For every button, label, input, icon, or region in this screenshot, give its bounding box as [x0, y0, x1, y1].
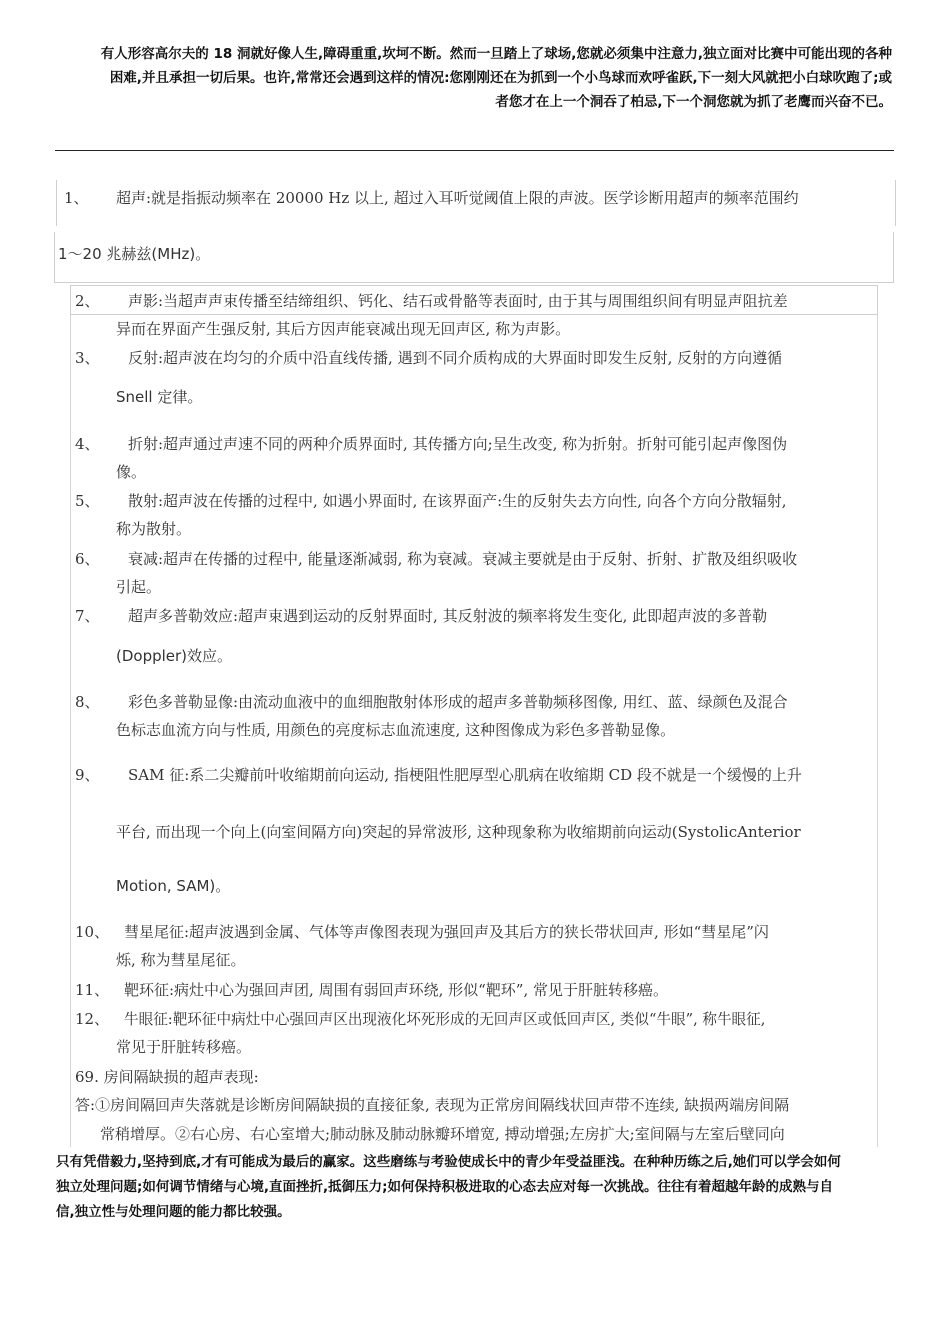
footer-line-1: 只有凭借毅力,坚持到底,才有可能成为最后的赢家。这些磨练与考验使成长中的青少年受益匪浅。在种种历练之后,她们可以学会如何	[56, 1154, 841, 1170]
item-text-line: 异而在界面产生强反射, 其后方因声能衰减出现无回声区, 称为声影。	[116, 320, 571, 338]
footer-paragraph	[56, 1150, 892, 1225]
item-text-line: 靶环征:病灶中心为强回声团, 周围有弱回声环绕, 形似“靶环”, 常见于肝脏转移癌。	[124, 981, 669, 999]
item-text-line: SAM 征:系二尖瓣前叶收缩期前向运动, 指梗阻性肥厚型心肌病在收缩期 CD 段不就是一个缓慢的上升	[128, 766, 802, 784]
item-text-line: 像。	[116, 463, 147, 481]
header-divider	[55, 150, 894, 151]
item-number: 1、	[64, 189, 89, 207]
item-text-line: Snell 定律。	[116, 388, 203, 406]
item-text-line: 彗星尾征:超声波遇到金属、气体等声像图表现为强回声及其后方的狭长带状回声, 形如“彗星尾”闪	[124, 923, 769, 941]
item-text-line: 牛眼征:靶环征中病灶中心强回声区出现液化坏死形成的无回声区或低回声区, 类似“牛眼”, 称牛眼征,	[124, 1011, 766, 1028]
item-text-line: 称为散射。	[116, 520, 192, 538]
item-number: 12、	[75, 1010, 110, 1028]
item-number: 3、	[75, 349, 100, 367]
item-text-line: 散射:超声波在传播的过程中, 如遇小界面时, 在该界面产:生的反射失去方向性, 向各个方向分散辐射,	[128, 492, 787, 510]
item-number: 9、	[75, 766, 100, 784]
item-number: 7、	[75, 607, 100, 625]
item-text-line: 色标志血流方向与性质, 用颜色的亮度标志血流速度, 这种图像成为彩色多普勒显像。	[116, 721, 676, 739]
header-line-1: 有人形容高尔夫的 18 洞就好像人生,障碍重重,坎坷不断。然而一旦踏上了球场,您就必须集中注意力,独立面对比赛中可能出现的各种	[100, 46, 892, 62]
item-text-line: 超声:就是指振动频率在 20000 Hz 以上, 超过入耳听觉阈值上限的声波。医学诊断用超声的频率范围约	[116, 189, 799, 207]
item-number: 2、	[75, 292, 100, 310]
item-text-line: 平台, 而出现一个向上(向室间隔方向)突起的异常波形, 这种现象称为收缩期前向运动(SystolicAnterior	[116, 823, 801, 841]
item-text-line: 1～20 兆赫兹(MHz)。	[58, 245, 211, 263]
item-text-line: 折射:超声通过声速不同的两种介质界面时, 其传播方向;呈生改变, 称为折射。折射可能引起声像图伪	[128, 435, 788, 453]
answer-line: 答:①房间隔回声失落就是诊断房间隔缺损的直接征象, 表现为正常房间隔线状回声带不连续, 缺损两端房间隔	[75, 1096, 790, 1114]
item-number: 8、	[75, 693, 100, 711]
header-line-3: 者您才在上一个洞吞了柏忌,下一个洞您就为抓了老鹰而兴奋不已。	[495, 94, 892, 110]
footer-line-3: 信,独立性与处理问题的能力都比较强。	[56, 1204, 291, 1220]
item-text-line: 常见于肝脏转移癌。	[116, 1038, 252, 1056]
item-text-line: 声影:当超声声束传播至结缔组织、钙化、结石或骨骼等表面时, 由于其与周围组织间有明显声阻抗差	[128, 292, 788, 310]
item-text-line: Motion, SAM)。	[116, 877, 231, 895]
question-title: 69. 房间隔缺损的超声表现:	[75, 1068, 259, 1086]
item-number: 11、	[75, 981, 110, 999]
item-number: 6、	[75, 550, 100, 568]
item-number: 5、	[75, 492, 100, 510]
item-text-line: 超声多普勒效应:超声束遇到运动的反射界面时, 其反射波的频率将发生变化, 此即超声波的多普勒	[128, 607, 768, 625]
item-text-line: 引起。	[116, 578, 162, 596]
answer-line: 常稍增厚。②右心房、右心室增大;肺动脉及肺动脉瓣环增宽, 搏动增强;左房扩大;室间隔与左室后壁同向	[100, 1125, 785, 1143]
item-text-line: 烁, 称为彗星尾征。	[116, 951, 246, 969]
item-text-line: (Doppler)效应。	[116, 647, 233, 665]
item-text-line: 衰减:超声在传播的过程中, 能量逐渐减弱, 称为衰减。衰减主要就是由于反射、折射、扩散及组织吸收	[128, 550, 798, 568]
header-paragraph	[58, 42, 892, 114]
item-text-line: 反射:超声波在均匀的介质中沿直线传播, 遇到不同介质构成的大界面时即发生反射, 反射的方向遵循	[128, 349, 783, 367]
item-number: 10、	[75, 923, 110, 941]
footer-line-2: 独立处理问题;如何调节情绪与心境,直面挫折,抵御压力;如何保持积极进取的心态去应对每一次挑战。往往有着超越年龄的成熟与自	[56, 1179, 834, 1195]
item-number: 4、	[75, 435, 100, 453]
item-text-line: 彩色多普勒显像:由流动血液中的血细胞散射体形成的超声多普勒频移图像, 用红、蓝、绿颜色及混合	[128, 693, 788, 711]
header-line-2: 困难,并且承担一切后果。也许,常常还会遇到这样的情况:您刚刚还在为抓到一个小鸟球而欢呼雀跃,下一刻大风就把小白球吹跑了;或	[109, 70, 892, 86]
